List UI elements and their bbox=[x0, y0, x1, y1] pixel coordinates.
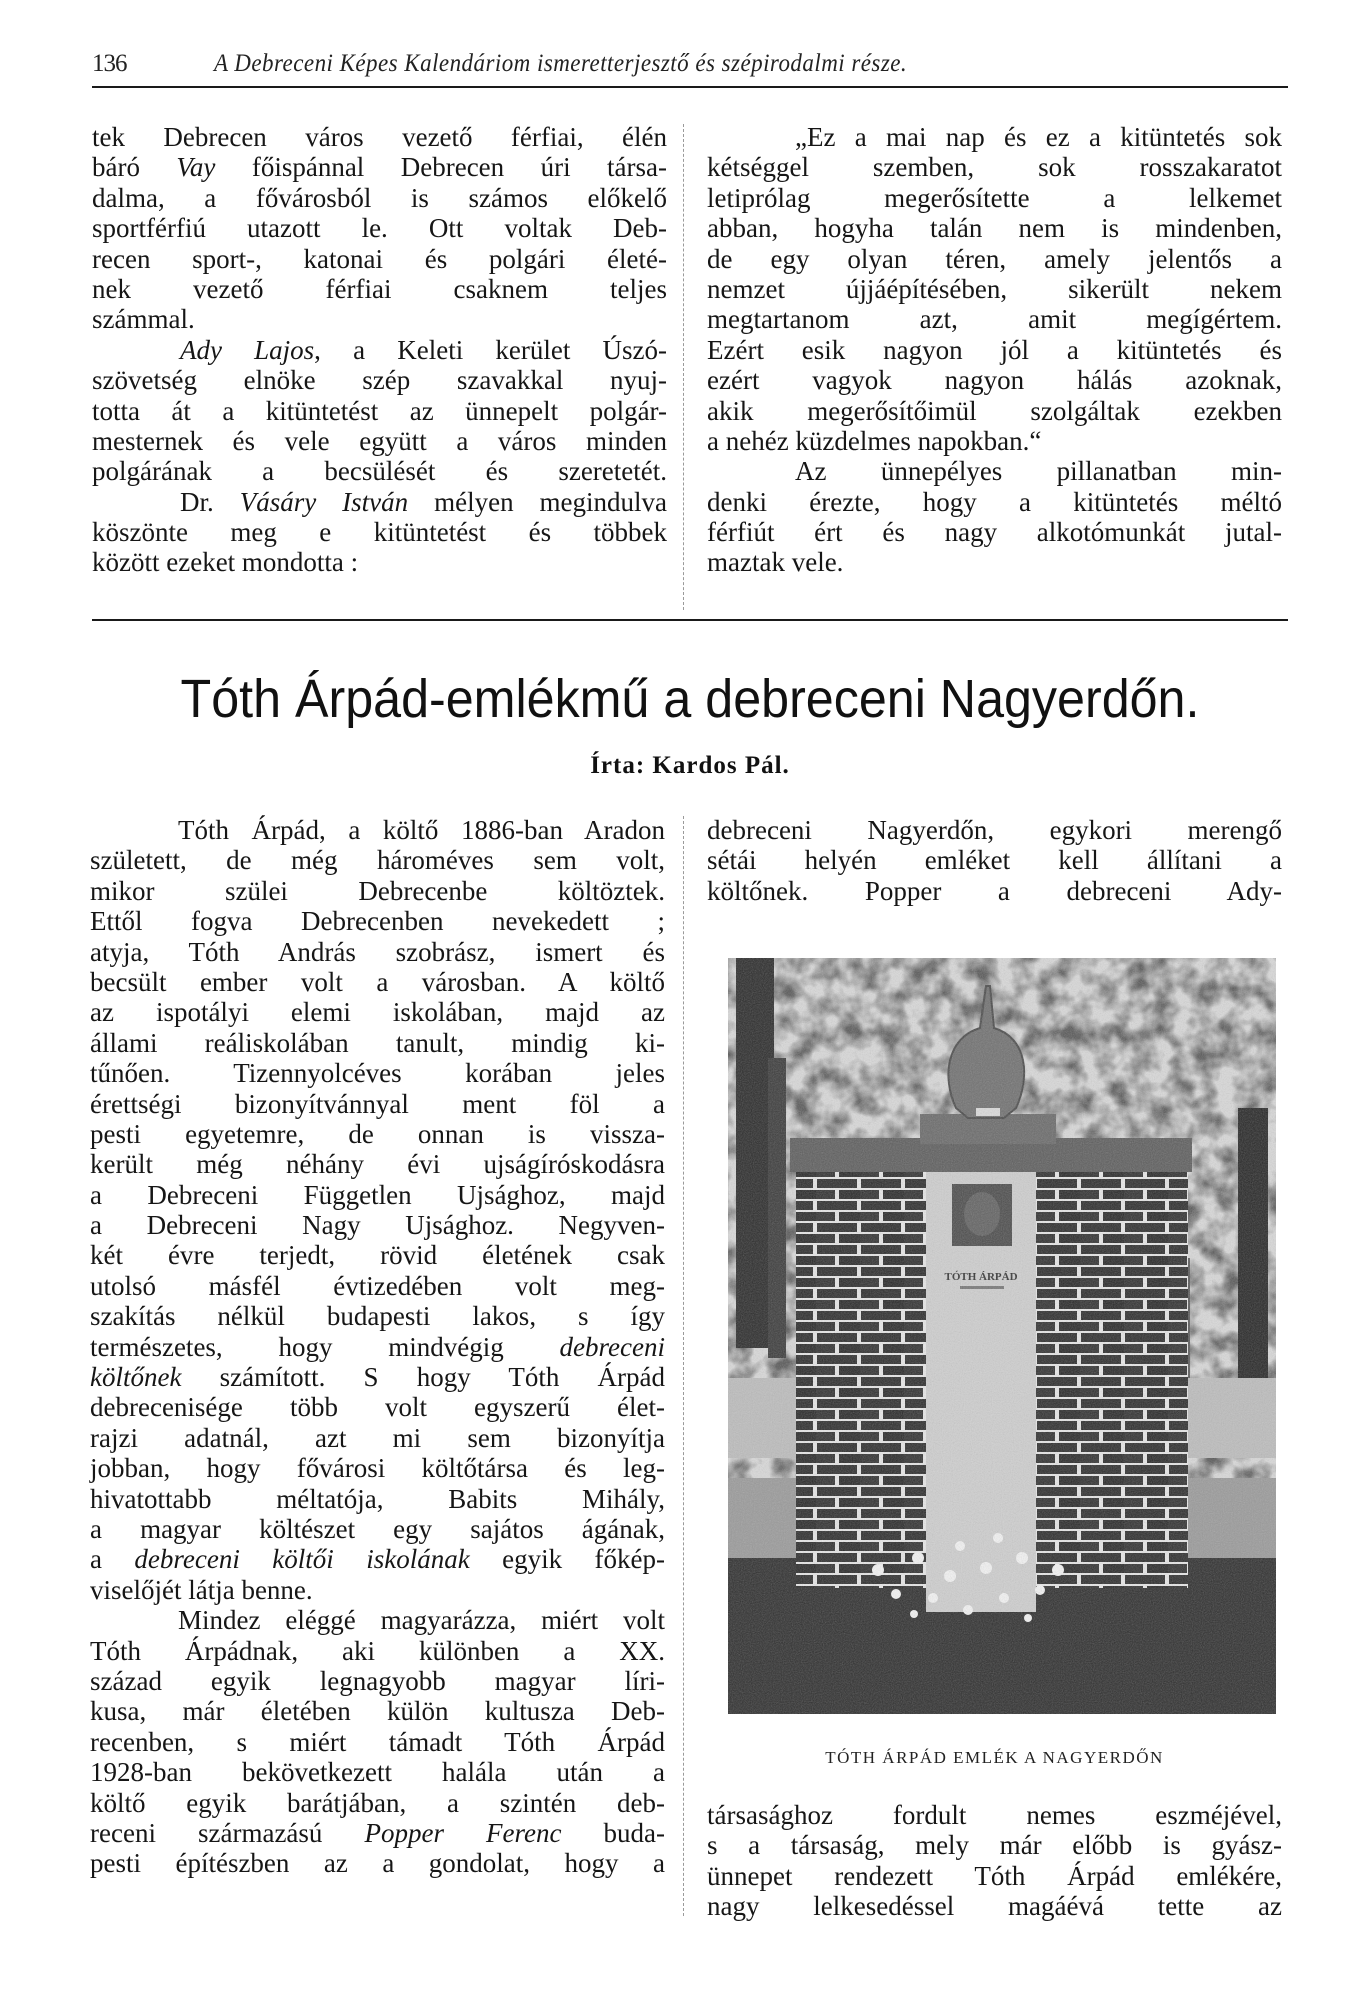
text: viselőjét látja benne. bbox=[90, 1574, 313, 1605]
text-line bbox=[707, 122, 1282, 152]
text: abban, hogyha talán nem is mindenben, bbox=[707, 213, 1282, 244]
text-line bbox=[707, 244, 1282, 274]
text: a Debreceni Nagy Ujsághoz. Negyven- bbox=[90, 1210, 665, 1241]
text: költő egyik barátjában, a szintén deb- bbox=[90, 1787, 665, 1818]
text: köszönte meg e kitüntetést és többek bbox=[92, 517, 667, 548]
italic-text: Vay bbox=[176, 152, 216, 183]
text: Az ünnepélyes pillanatban min- bbox=[795, 456, 1282, 487]
text-line bbox=[90, 967, 665, 997]
text: kusa, már életében külön kultusza Deb- bbox=[90, 1696, 665, 1727]
text: dalma, a fővárosból is számos előkelő bbox=[92, 182, 667, 213]
text-line bbox=[92, 365, 667, 395]
text: megtartanom azt, amit megígértem. bbox=[707, 304, 1282, 335]
italic-text: költőnek bbox=[90, 1362, 182, 1393]
text: recenben, s miért támadt Tóth Árpád bbox=[90, 1726, 665, 1757]
text-line bbox=[90, 1089, 665, 1119]
text-line bbox=[92, 213, 667, 243]
text-line bbox=[707, 396, 1282, 426]
text: Ettől fogva Debrecenben nevekedett ; bbox=[90, 906, 665, 937]
article-right-column-bottom bbox=[707, 1800, 1282, 1922]
text-line bbox=[90, 1575, 665, 1605]
text: sétái helyén emléket kell állítani a bbox=[707, 845, 1282, 876]
text-line bbox=[90, 1332, 665, 1362]
text: férfiút ért és nagy alkotómunkát jutal- bbox=[707, 517, 1282, 548]
text: hivatottabb méltatója, Babits Mihály, bbox=[90, 1483, 665, 1514]
text: Tóth Árpádnak, aki különben a XX. bbox=[90, 1635, 665, 1666]
text-line bbox=[90, 1544, 665, 1574]
text: 1928-ban bekövetkezett halála után a bbox=[90, 1757, 665, 1788]
column-separator bbox=[683, 124, 684, 610]
text-line bbox=[92, 396, 667, 426]
text-line bbox=[90, 1271, 665, 1301]
text: báró bbox=[92, 152, 177, 183]
text: sportférfiú utazott le. Ott voltak Deb- bbox=[92, 213, 667, 244]
text-line bbox=[90, 1727, 665, 1757]
text-line bbox=[90, 1180, 665, 1210]
text: ünnepet rendezett Tóth Árpád emlékére, bbox=[707, 1860, 1282, 1891]
text: de egy olyan téren, amely jelentős a bbox=[707, 243, 1282, 274]
text-line bbox=[90, 1605, 665, 1635]
text-line bbox=[707, 304, 1282, 334]
page-number: 136 bbox=[92, 50, 127, 77]
text: tek Debrecen város vezető férfiai, élén bbox=[92, 122, 667, 152]
text-line bbox=[707, 213, 1282, 243]
text-line bbox=[92, 487, 667, 517]
text-line bbox=[707, 845, 1282, 875]
text: között ezeket mondotta : bbox=[92, 547, 359, 578]
text: főispánnal Debrecen úri társa- bbox=[215, 152, 667, 183]
text-line bbox=[90, 906, 665, 936]
text-line bbox=[90, 1514, 665, 1544]
text-line bbox=[90, 1696, 665, 1726]
article-right-column-top bbox=[707, 815, 1282, 906]
text: recen sport-, katonai és polgári életé- bbox=[92, 243, 667, 274]
text-line bbox=[707, 487, 1282, 517]
running-head bbox=[92, 50, 1288, 84]
text: , a Keleti kerület Úszó- bbox=[314, 334, 667, 365]
text: pesti egyetemre, de onnan is vissza- bbox=[90, 1118, 665, 1149]
text-line bbox=[707, 815, 1282, 845]
text-line bbox=[92, 274, 667, 304]
text-line bbox=[92, 152, 667, 182]
text-line bbox=[707, 183, 1282, 213]
text-line bbox=[707, 1800, 1282, 1830]
text-line bbox=[92, 547, 667, 577]
text-line bbox=[707, 152, 1282, 182]
text: költőnek. Popper a debreceni Ady- bbox=[707, 875, 1282, 906]
text: nemzet újjáépítésében, sikerült nekem bbox=[707, 273, 1282, 304]
text: állami reáliskolában tanult, mindig ki- bbox=[90, 1027, 665, 1058]
text-line bbox=[90, 1453, 665, 1483]
text: tűnően. Tizennyolcéves korában jeles bbox=[90, 1058, 665, 1089]
text: a magyar költészet egy sajátos ágának, bbox=[90, 1513, 665, 1544]
header-rule bbox=[92, 86, 1288, 88]
text-line bbox=[92, 335, 667, 365]
section-divider-rule bbox=[92, 619, 1288, 621]
text-line bbox=[92, 456, 667, 486]
text: Dr. bbox=[180, 486, 240, 517]
text: „Ez a mai nap és ez a kitüntetés sok bbox=[795, 122, 1282, 152]
running-title: A Debreceni Képes Kalendáriom ismeretterjesztő és szépirodalmi része. bbox=[214, 50, 908, 77]
text-line bbox=[90, 1484, 665, 1514]
photo-caption: TÓTH ÁRPÁD EMLÉK A NAGYERDŐN bbox=[825, 1748, 1164, 1767]
text-line bbox=[707, 456, 1282, 486]
text: nek vezető férfiai csaknem teljes bbox=[92, 273, 667, 304]
text: receni származású bbox=[90, 1817, 365, 1848]
text-line bbox=[90, 1149, 665, 1179]
text: a nehéz küzdelmes napokban.“ bbox=[707, 425, 1042, 456]
text-line bbox=[90, 1423, 665, 1453]
text-line bbox=[707, 517, 1282, 547]
text: század egyik legnagyobb magyar líri- bbox=[90, 1665, 665, 1696]
text: becsült ember volt a városban. A költő bbox=[90, 966, 665, 997]
text: a bbox=[90, 1544, 135, 1575]
text: kétséggel szemben, sok rosszakaratot bbox=[707, 152, 1282, 183]
text: két évre terjedt, rövid életének csak bbox=[90, 1240, 665, 1271]
text-line bbox=[90, 845, 665, 875]
text-line bbox=[92, 304, 667, 334]
text-line bbox=[707, 274, 1282, 304]
text-line bbox=[90, 1058, 665, 1088]
text: letiprólag megerősítette a lelkemet bbox=[707, 182, 1282, 213]
text: Tóth Árpád, a költő 1886-ban Aradon bbox=[178, 815, 665, 845]
text-line bbox=[90, 876, 665, 906]
text: jobban, hogy fővárosi költőtársa és leg- bbox=[90, 1453, 665, 1484]
text-line bbox=[707, 547, 1282, 577]
text: Mindez eléggé magyarázza, miért volt bbox=[178, 1605, 665, 1636]
text-line bbox=[707, 365, 1282, 395]
previous-article-left-column bbox=[92, 122, 667, 578]
text: polgárának a becsülését és szeretetét. bbox=[92, 456, 667, 487]
text: került még néhány évi ujságíróskodásra bbox=[90, 1149, 665, 1180]
text-line bbox=[90, 1210, 665, 1240]
text: társasághoz fordult nemes eszméjével, bbox=[707, 1800, 1282, 1830]
text: totta át a kitüntetést az ünnepelt polgár- bbox=[92, 395, 667, 426]
text: számmal. bbox=[92, 304, 195, 335]
text-line bbox=[707, 1861, 1282, 1891]
text-line bbox=[90, 1788, 665, 1818]
italic-text: Ady Lajos bbox=[180, 334, 315, 365]
text-line bbox=[90, 1636, 665, 1666]
text: mélyen megindulva bbox=[408, 486, 667, 517]
monument-photo bbox=[728, 958, 1276, 1714]
monument-photo-image bbox=[728, 958, 1276, 1714]
text-line bbox=[90, 1666, 665, 1696]
text-line bbox=[90, 1818, 665, 1848]
text: utolsó másfél évtizedében volt meg- bbox=[90, 1270, 665, 1301]
text: mikor szülei Debrecenbe költöztek. bbox=[90, 875, 665, 906]
text: pesti építészben az a gondolat, hogy a bbox=[90, 1848, 665, 1879]
text: debreceni Nagyerdőn, egykori merengő bbox=[707, 815, 1282, 845]
text-line bbox=[92, 183, 667, 213]
text-line bbox=[90, 1848, 665, 1878]
italic-text: debreceni bbox=[559, 1331, 665, 1362]
text: érettségi bizonyítvánnyal ment föl a bbox=[90, 1088, 665, 1119]
text: rajzi adatnál, azt mi sem bizonyítja bbox=[90, 1422, 665, 1453]
text: debrecenisége több volt egyszerű élet- bbox=[90, 1392, 665, 1423]
column-separator bbox=[683, 816, 684, 1916]
text: mesternek és vele együtt a város minden bbox=[92, 425, 667, 456]
text-line bbox=[707, 426, 1282, 456]
text-line bbox=[90, 1392, 665, 1422]
text: maztak vele. bbox=[707, 547, 844, 578]
text-line bbox=[707, 1830, 1282, 1860]
text-line bbox=[90, 1028, 665, 1058]
text: egyik főkép- bbox=[469, 1544, 665, 1575]
text-line bbox=[90, 1240, 665, 1270]
text-line bbox=[707, 1891, 1282, 1921]
text-line bbox=[90, 1119, 665, 1149]
text-line bbox=[92, 426, 667, 456]
text-line bbox=[90, 937, 665, 967]
text: szakítás nélkül budapesti lakos, s így bbox=[90, 1301, 665, 1332]
text: Ezért esik nagyon jól a kitüntetés és bbox=[707, 334, 1282, 365]
text: akik megerősítőimül szolgáltak ezekben bbox=[707, 395, 1282, 426]
text-line bbox=[90, 1362, 665, 1392]
text: született, de még hároméves sem volt, bbox=[90, 845, 665, 876]
italic-text: Popper Ferenc bbox=[364, 1817, 562, 1848]
text-line bbox=[90, 1301, 665, 1331]
text-line bbox=[707, 876, 1282, 906]
article-byline: Írta: Kardos Pál. bbox=[590, 752, 790, 779]
text: buda- bbox=[561, 1817, 665, 1848]
text: ezért vagyok nagyon hálás azoknak, bbox=[707, 365, 1282, 396]
article-left-column bbox=[90, 815, 665, 1879]
text-line bbox=[90, 997, 665, 1027]
previous-article-right-column bbox=[707, 122, 1282, 578]
text: szövetség elnöke szép szavakkal nyuj- bbox=[92, 365, 667, 396]
text-line bbox=[92, 244, 667, 274]
text: atyja, Tóth András szobrász, ismert és bbox=[90, 936, 665, 967]
text: denki érezte, hogy a kitüntetés méltó bbox=[707, 486, 1282, 517]
text: számított. S hogy Tóth Árpád bbox=[181, 1362, 665, 1393]
text: a Debreceni Független Ujsághoz, majd bbox=[90, 1179, 665, 1210]
text-line bbox=[90, 1757, 665, 1787]
italic-text: Vásáry István bbox=[239, 486, 409, 517]
text-line bbox=[707, 335, 1282, 365]
text: az ispotályi elemi iskolában, majd az bbox=[90, 997, 665, 1028]
text-line bbox=[90, 815, 665, 845]
text: nagy lelkesedéssel magáévá tette az bbox=[707, 1891, 1282, 1922]
text: természetes, hogy mindvégig bbox=[90, 1331, 560, 1362]
text-line bbox=[92, 517, 667, 547]
article-title: Tóth Árpád-emlékmű a debreceni Nagyerdőn. bbox=[180, 669, 1200, 729]
text-line bbox=[92, 122, 667, 152]
italic-text: debreceni költői iskolának bbox=[134, 1544, 470, 1575]
text: s a társaság, mely már előbb is gyász- bbox=[707, 1830, 1282, 1861]
